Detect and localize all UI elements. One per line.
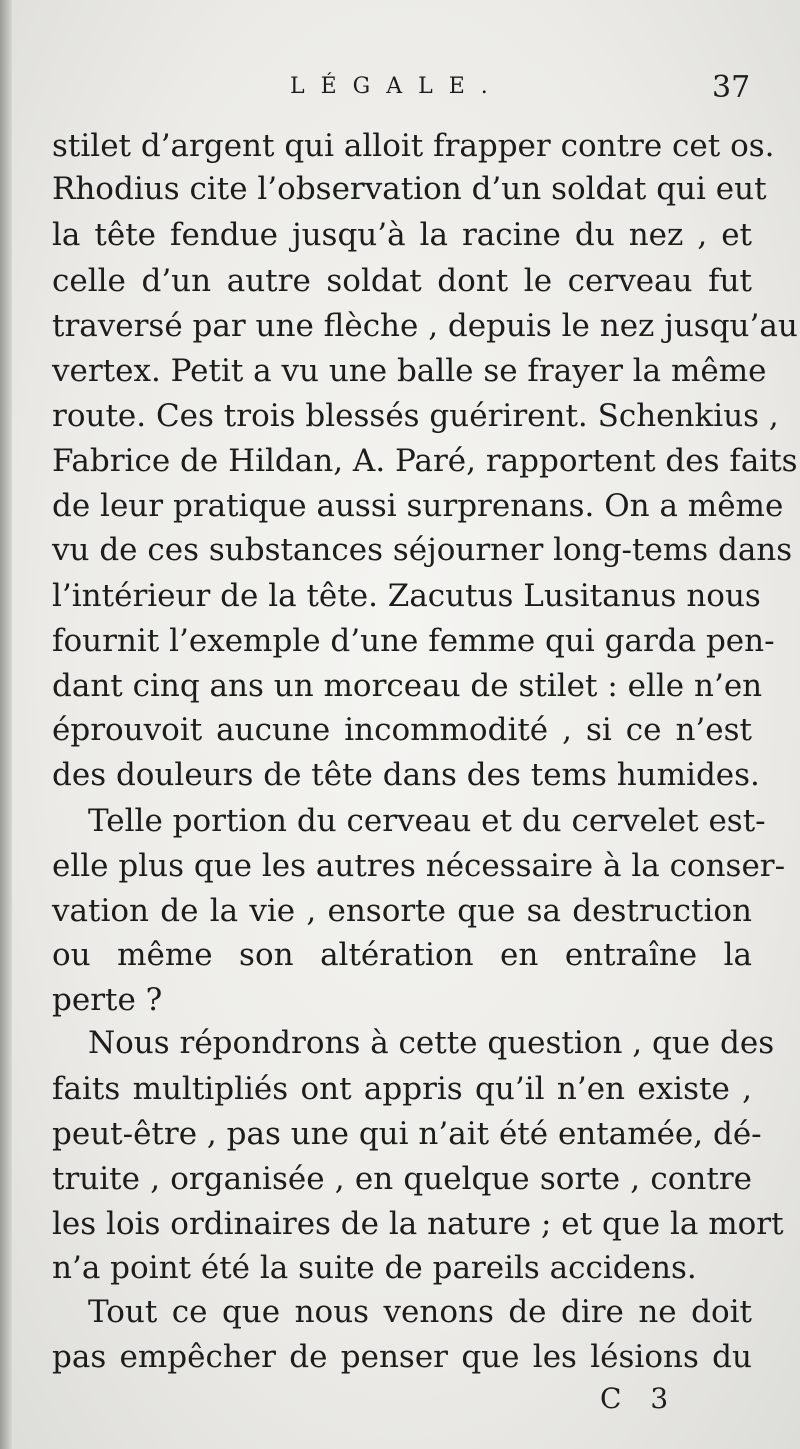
text-line: faits multipliés ont appris qu’il n’en existe , (52, 1071, 752, 1107)
text-line: de leur pratique aussi surprenans. On a même (52, 488, 784, 524)
text-line: éprouvoit aucune incommodité , si ce n’est (52, 712, 752, 748)
text-line: celle d’un autre soldat dont le cerveau fut (52, 263, 752, 299)
text-line: stilet d’argent qui alloit frapper contre cet os. (52, 128, 775, 164)
signature-mark: C 3 (600, 1382, 679, 1415)
page-binding-edge (0, 0, 12, 1449)
text-line: vu de ces substances séjourner long-tems dans (52, 532, 793, 568)
paragraph-first-line: Tout ce que nous venons de dire ne doit (88, 1294, 752, 1330)
text-line: pas empêcher de penser que les lésions du (52, 1339, 752, 1375)
text-line: truite , organisée , en quelque sorte , contre (52, 1161, 752, 1197)
text-line: Rhodius cite l’observation d’un soldat qui eut (52, 171, 767, 207)
text-line: elle plus que les autres nécessaire à la conser- (52, 848, 786, 884)
text-line: perte ? (52, 982, 163, 1018)
text-line: n’a point été la suite de pareils accidens. (52, 1250, 697, 1286)
text-line: route. Ces trois blessés guérirent. Schenkius , (52, 398, 779, 434)
page-number: 37 (712, 70, 751, 105)
text-line: peut-être , pas une qui n’ait été entamée, dé- (52, 1116, 762, 1152)
text-line: vation de la vie , ensorte que sa destruction (52, 893, 752, 929)
text-line: l’intérieur de la tête. Zacutus Lusitanus nous (52, 578, 761, 614)
text-line: traversé par une flèche , depuis le nez jusqu’au (52, 308, 798, 344)
text-line: la tête fendue jusqu’à la racine du nez , et (52, 217, 752, 253)
text-line: vertex. Petit a vu une balle se frayer la même (52, 353, 767, 389)
text-line: des douleurs de tête dans des tems humides. (52, 757, 760, 793)
running-title: LÉGALE. (290, 74, 504, 99)
text-line: les lois ordinaires de la nature ; et que la mort (52, 1206, 784, 1242)
text-line: dant cinq ans un morceau de stilet : elle n’en (52, 668, 763, 704)
text-line: Fabrice de Hildan, A. Paré, rapportent des faits (52, 443, 798, 479)
paragraph-first-line: Telle portion du cerveau et du cervelet est- (88, 803, 766, 839)
text-line: ou même son altération en entraîne la (52, 937, 752, 973)
text-line: fournit l’exemple d’une femme qui garda pen- (52, 623, 775, 659)
paragraph-first-line: Nous répondrons à cette question , que des (88, 1025, 775, 1061)
